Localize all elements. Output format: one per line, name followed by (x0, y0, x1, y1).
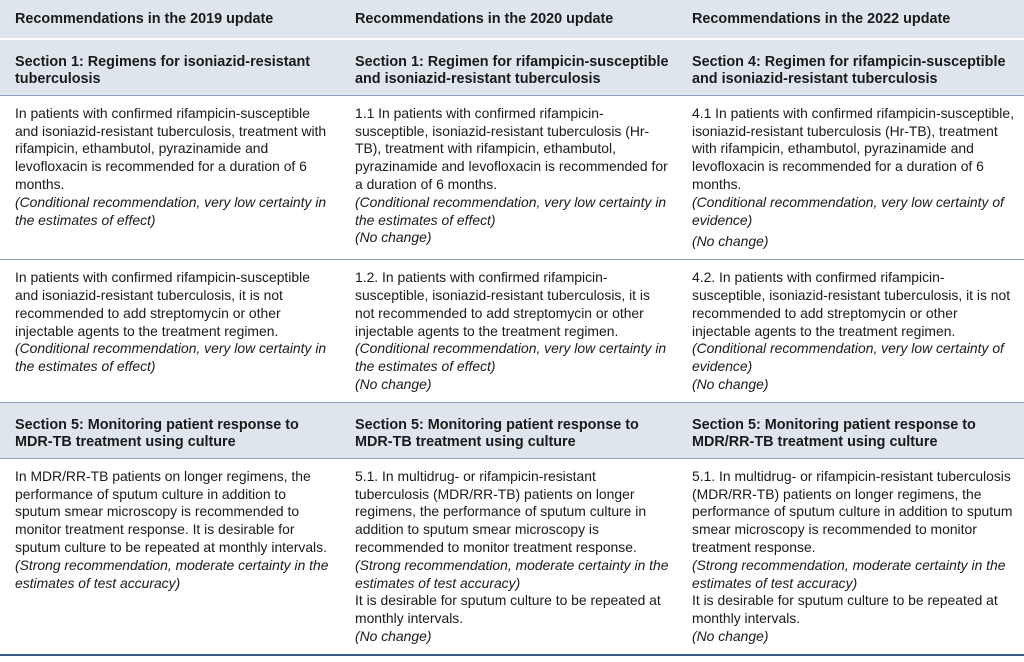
section-title-2020: Section 1: Regimen for rifampicin-susceptible and isoniazid-resistant tuberculosis (340, 39, 677, 96)
recommendation-grade: (Strong recommendation, moderate certainty in the estimates of test accuracy) (692, 556, 1006, 591)
recommendation-text: 1.2. In patients with confirmed rifampicin-susceptible, isoniazid-resistant tuberculosis, it is not recommended to add streptomycin or other injectable agents to the treatment regimen. (355, 269, 650, 339)
recommendation-grade: (Conditional recommendation, very low certainty of evidence) (692, 193, 1004, 228)
recommendation-text: 4.2. In patients with confirmed rifampicin-susceptible, isoniazid-resistant tuberculosis, it is not recommended to add streptomycin or other injectable agents to the treatment regimen. (692, 269, 1011, 339)
recommendation-text: 1.1 In patients with confirmed rifampicin-susceptible, isoniazid-resistant tuberculosis (Hr-TB), treatment with rifampicin, ethambutol, pyrazinamide and levofloxacin is recommended for a duration of 6 months. (355, 104, 668, 192)
header-2020: Recommendations in the 2020 update (340, 0, 677, 39)
recommendation-text: In MDR/RR-TB patients on longer regimens, the performance of sputum culture in addition to sputum smear microscopy is recommended to monitor treatment response. It is desirable for sputum culture to be repeated at monthly intervals. (15, 467, 327, 555)
section-row (0, 39, 1024, 96)
section-title-2022: Section 5: Monitoring patient response to MDR/RR-TB treatment using culture (677, 402, 1024, 458)
recommendation-text: 4.1 In patients with confirmed rifampicin-susceptible, isoniazid-resistant tuberculosis (Hr-TB), treatment with rifampicin, ethambutol, pyrazinamide and levofloxacin is recommended for a duration of 6 months. (692, 104, 1014, 192)
recommendation-extra: It is desirable for sputum culture to be repeated at monthly intervals. (355, 592, 661, 627)
change-status: (No change) (692, 375, 769, 392)
table-header-row (0, 0, 1024, 39)
cell-2019 (0, 458, 340, 654)
recommendation-grade: (Strong recommendation, moderate certainty in the estimates of test accuracy) (15, 556, 329, 591)
section-title-2019: Section 1: Regimens for isoniazid-resistant tuberculosis (0, 39, 340, 96)
change-status: (No change) (355, 375, 432, 392)
cell-2019 (0, 260, 340, 403)
table-row (0, 260, 1024, 403)
change-status: (No change) (692, 233, 769, 250)
table-row (0, 458, 1024, 654)
change-status: (No change) (692, 627, 769, 644)
recommendation-grade: (Conditional recommendation, very low certainty in the estimates of effect) (355, 193, 667, 228)
header-2022: Recommendations in the 2022 update (677, 0, 1024, 39)
recommendation-grade: (Conditional recommendation, very low certainty in the estimates of effect) (15, 193, 327, 228)
section-title-2019: Section 5: Monitoring patient response to MDR-TB treatment using culture (0, 402, 340, 458)
table-row (0, 95, 1024, 259)
recommendation-text: In patients with confirmed rifampicin-susceptible and isoniazid-resistant tuberculosis, it is not recommended to add streptomycin or other injectable agents to the treatment regimen. (15, 269, 310, 339)
cell-2019 (0, 95, 340, 259)
cell-2020 (340, 95, 677, 259)
section-row (0, 402, 1024, 458)
change-status: (No change) (355, 229, 432, 246)
recommendation-text: 5.1. In multidrug- or rifampicin-resistant tuberculosis (MDR/RR-TB) patients on longer regimens, the performance of sputum culture in addition to sputum smear microscopy is recommended to monitor treatment response. (355, 467, 647, 555)
recommendation-extra: It is desirable for sputum culture to be repeated at monthly intervals. (692, 592, 998, 627)
recommendation-grade: (Conditional recommendation, very low certainty in the estimates of effect) (355, 340, 667, 375)
recommendation-text: In patients with confirmed rifampicin-susceptible and isoniazid-resistant tuberculosis, treatment with rifampicin, ethambutol, pyrazinamide and levofloxacin is recommended for a duration of 6 months. (15, 104, 327, 192)
cell-2020 (340, 458, 677, 654)
cell-2022 (677, 95, 1024, 259)
cell-2022 (677, 458, 1024, 654)
cell-2022 (677, 260, 1024, 403)
section-title-2022: Section 4: Regimen for rifampicin-susceptible and isoniazid-resistant tuberculosis (677, 39, 1024, 96)
recommendation-grade: (Strong recommendation, moderate certainty in the estimates of test accuracy) (355, 556, 669, 591)
recommendation-grade: (Conditional recommendation, very low certainty in the estimates of effect) (15, 340, 327, 375)
header-2019: Recommendations in the 2019 update (0, 0, 340, 39)
recommendation-text: 5.1. In multidrug- or rifampicin-resistant tuberculosis (MDR/RR-TB) patients on longer regimens, the performance of sputum culture in addition to sputum smear microscopy is recommended to monitor treatment response. (692, 467, 1013, 555)
cell-2020 (340, 260, 677, 403)
change-status: (No change) (355, 627, 432, 644)
section-title-2020: Section 5: Monitoring patient response to MDR-TB treatment using culture (340, 402, 677, 458)
recommendation-grade: (Conditional recommendation, very low certainty of evidence) (692, 340, 1004, 375)
